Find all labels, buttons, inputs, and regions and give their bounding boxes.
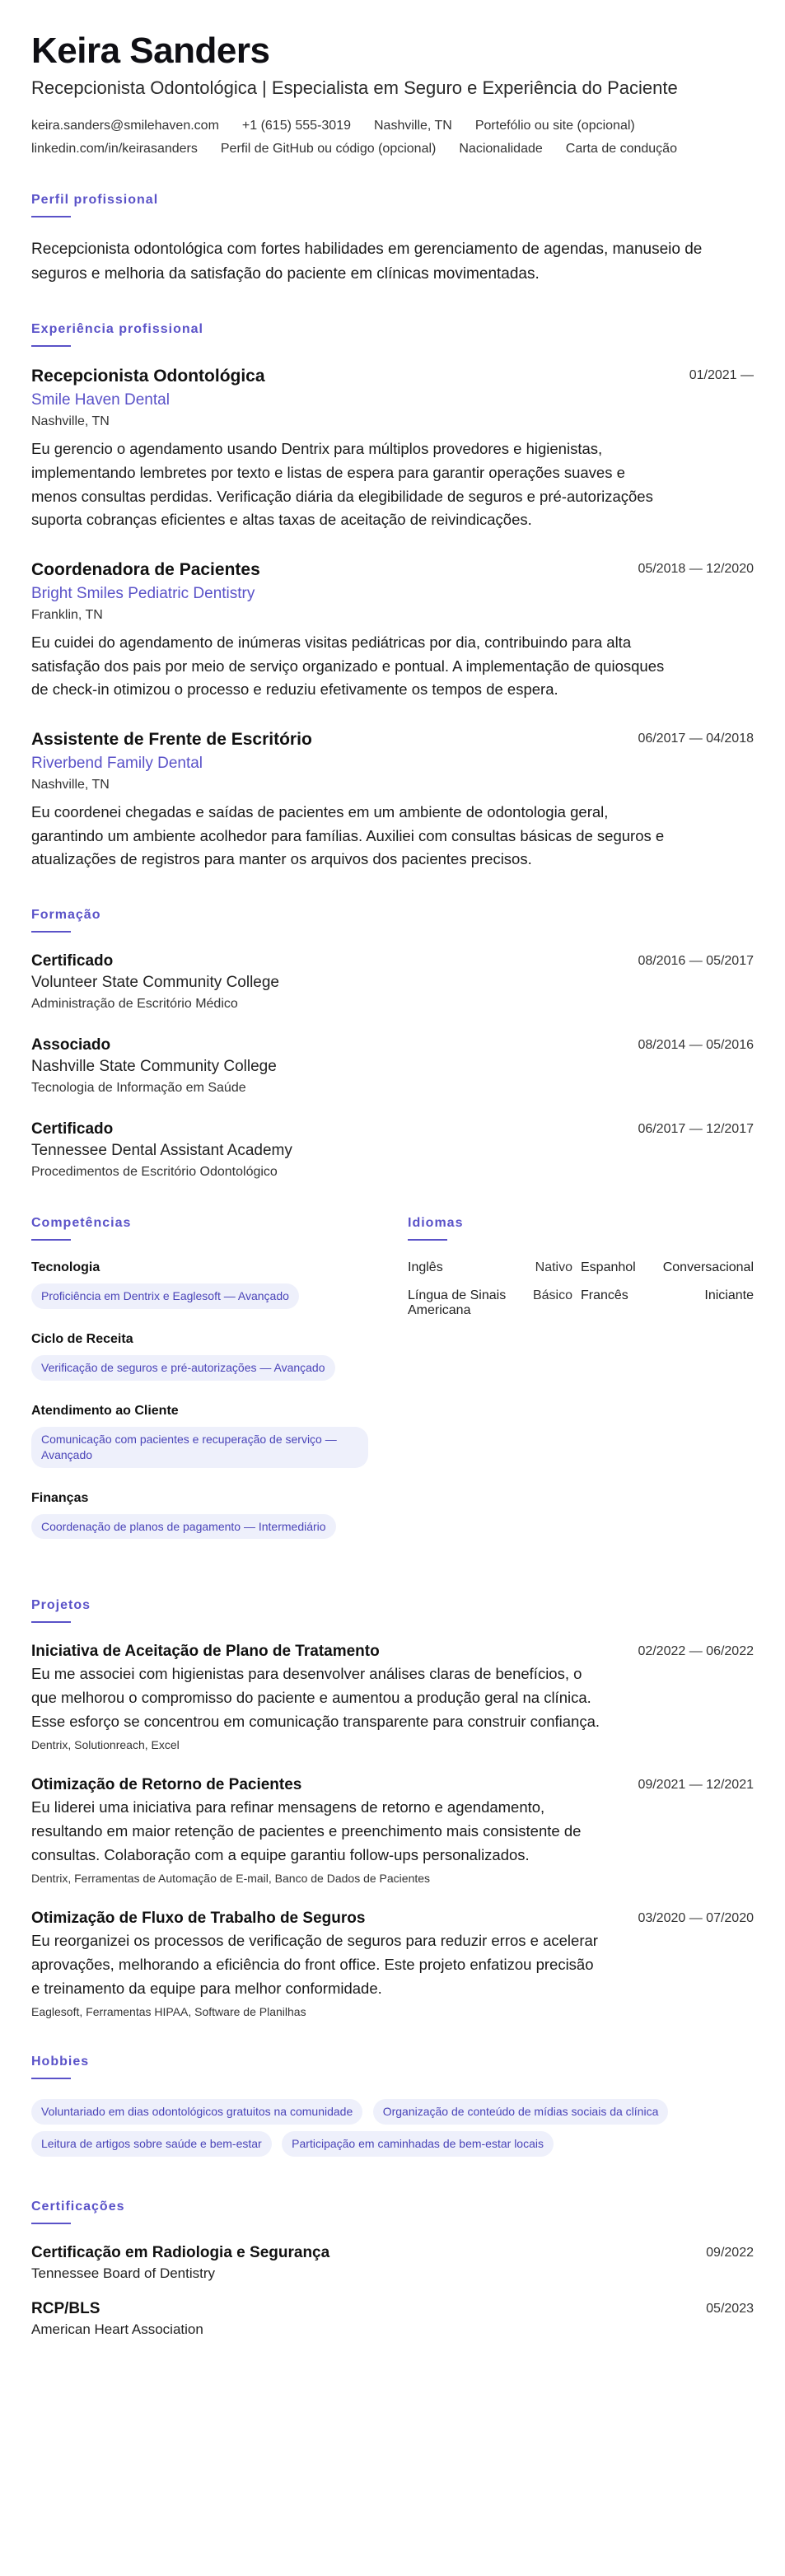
- education-item: [31, 1036, 754, 1096]
- language-level: Conversacional: [662, 1260, 754, 1274]
- contact-driving-license: Carta de condução: [565, 142, 677, 157]
- section-divider: [408, 1239, 447, 1241]
- experience-role: Assistente de Frente de Escritório: [31, 729, 312, 749]
- certification-name: Certificação em Radiologia e Segurança: [31, 2244, 330, 2262]
- hobby-chip: Participação em caminhadas de bem-estar locais: [282, 2131, 554, 2157]
- education-item: [31, 952, 754, 1012]
- candidate-headline: Recepcionista Odontológica | Especialista em Seguro e Experiência do Paciente: [31, 77, 678, 99]
- hobbies-section: [31, 2055, 754, 2163]
- experience-description: Eu cuidei do agendamento de inúmeras visitas pediátricas por dia, contribuindo para alta satisfação dos pais por meio de serviço organizado e pontual. A implementação de quiosques de check-in otimizou o processo e reduziu efetivamente os tempos de espera.: [31, 633, 665, 699]
- experience-location: Nashville, TN: [31, 777, 110, 792]
- project-name: Iniciativa de Aceitação de Plano de Tratamento: [31, 1643, 380, 1661]
- education-degree: Certificado: [31, 951, 114, 970]
- languages-section: [408, 1216, 754, 1562]
- experience-employer: Bright Smiles Pediatric Dentistry: [31, 584, 255, 602]
- education-item: [31, 1120, 754, 1180]
- project-description: Eu reorganizei os processos de verificação de seguros para reduzir erros e acelerar aprovações, melhorando a eficiência do front office. Este projeto enfatizou precisão e treinamento da equipe para melhor conformidade.: [31, 1932, 598, 1997]
- skills-languages-row: [31, 1216, 754, 1562]
- section-title: Formação: [31, 907, 101, 922]
- resume-header: [31, 31, 754, 157]
- certification-date: 09/2022: [706, 2246, 754, 2260]
- certifications-section: [31, 2200, 754, 2338]
- experience-dates: 06/2017 — 04/2018: [638, 731, 754, 746]
- contact-location: Nashville, TN: [374, 119, 452, 133]
- skill-group: [31, 1332, 375, 1387]
- education-field: Procedimentos de Escritório Odontológico: [31, 1164, 278, 1179]
- certification-item: [31, 2244, 754, 2282]
- section-divider: [31, 1621, 71, 1623]
- project-dates: 09/2021 — 12/2021: [638, 1778, 754, 1793]
- project-dates: 02/2022 — 06/2022: [638, 1644, 754, 1659]
- experience-item: [31, 560, 754, 702]
- skill-chip: Comunicação com pacientes e recuperação de serviço — Avançado: [31, 1427, 368, 1468]
- section-title: Certificações: [31, 2200, 125, 2214]
- project-tools: Eaglesoft, Ferramentas HIPAA, Software de Planilhas: [31, 2005, 306, 2019]
- hobby-list: [31, 2099, 754, 2163]
- hobby-chip: Voluntariado em dias odontológicos gratuitos na comunidade: [31, 2099, 362, 2125]
- certification-name: RCP/BLS: [31, 2300, 100, 2318]
- language-name: Francês: [581, 1288, 628, 1302]
- education-degree: Certificado: [31, 1120, 114, 1138]
- contact-list: [31, 119, 754, 157]
- section-title: Competências: [31, 1215, 132, 1230]
- section-title: Experiência profissional: [31, 322, 203, 337]
- experience-role: Coordenadora de Pacientes: [31, 559, 260, 579]
- summary-text: Recepcionista odontológica com fortes habilidades em gerenciamento de agendas, manuseio de seguros e melhoria da satisfação do paciente em clínicas movimentadas.: [31, 241, 703, 283]
- skill-group-name: Tecnologia: [31, 1260, 100, 1274]
- skill-chip: Verificação de seguros e pré-autorizações — Avançado: [31, 1355, 335, 1381]
- section-divider: [31, 1239, 71, 1241]
- experience-employer: Riverbend Family Dental: [31, 754, 203, 772]
- language-name: Inglês: [408, 1260, 443, 1274]
- section-title: Idiomas: [408, 1215, 464, 1230]
- section-divider: [31, 345, 71, 347]
- education-dates: 08/2016 — 05/2017: [638, 953, 754, 968]
- skill-group: [31, 1404, 375, 1475]
- skill-group: [31, 1260, 375, 1316]
- experience-description: Eu gerencio o agendamento usando Dentrix para múltiplos provedores e higienistas, implementando lembretes por texto e listas de espera para garantir operações suaves e menos consultas perdidas. Verificação diária da elegibilidade de seguros e pré-autorizações suporta cobranças eficientes e altas taxas de aceitação de reivindicações.: [31, 440, 653, 529]
- education-field: Administração de Escritório Médico: [31, 996, 238, 1011]
- certification-item: [31, 2300, 754, 2338]
- contact-phone[interactable]: +1 (615) 555-3019: [241, 119, 351, 133]
- skill-chip: Coordenação de planos de pagamento — Intermediário: [31, 1514, 336, 1540]
- experience-item: [31, 367, 754, 532]
- experience-dates: 01/2021 —: [689, 368, 754, 383]
- contact-email[interactable]: keira.sanders@smilehaven.com: [31, 119, 219, 133]
- experience-location: Nashville, TN: [31, 414, 110, 429]
- project-item: [31, 1776, 754, 1885]
- language-level: Iniciante: [704, 1288, 754, 1302]
- certification-issuer: Tennessee Board of Dentistry: [31, 2265, 216, 2282]
- education-field: Tecnologia de Informação em Saúde: [31, 1080, 246, 1095]
- section-title: Projetos: [31, 1598, 91, 1613]
- project-description: Eu liderei uma iniciativa para refinar mensagens de retorno e agendamento, resultando em maior retenção de pacientes e preenchimento mais consistente de consultas. Colaboração com a equipe garantiu follow-ups personalizados.: [31, 1798, 582, 1863]
- project-description: Eu me associei com higienistas para desenvolver análises claras de benefícios, o que melhorou o compromisso do paciente e aumentou a produção geral na clínica. Esse esforço se concentrou em comunicação transparente para construir confiança.: [31, 1665, 600, 1730]
- certification-issuer: American Heart Association: [31, 2321, 203, 2338]
- hobby-chip: Organização de conteúdo de mídias sociais da clínica: [373, 2099, 669, 2125]
- language-level: Nativo: [535, 1260, 572, 1274]
- experience-item: [31, 730, 754, 872]
- contact-github[interactable]: Perfil de GitHub ou código (opcional): [220, 142, 437, 157]
- contact-linkedin[interactable]: linkedin.com/in/keirasanders: [31, 142, 198, 157]
- section-divider: [31, 2078, 71, 2079]
- education-school: Tennessee Dental Assistant Academy: [31, 1141, 292, 1159]
- language-level: Básico: [532, 1288, 572, 1302]
- section-divider: [31, 216, 71, 217]
- project-tools: Dentrix, Solutionreach, Excel: [31, 1738, 180, 1752]
- summary-section: [31, 193, 754, 286]
- candidate-name: Keira Sanders: [31, 30, 270, 71]
- education-dates: 06/2017 — 12/2017: [638, 1121, 754, 1136]
- certification-date: 05/2023: [706, 2302, 754, 2317]
- hobby-chip: Leitura de artigos sobre saúde e bem-estar: [31, 2131, 272, 2157]
- skill-group-name: Ciclo de Receita: [31, 1331, 133, 1346]
- contact-portfolio[interactable]: Portefólio ou site (opcional): [474, 119, 635, 133]
- skill-group-name: Atendimento ao Cliente: [31, 1403, 179, 1418]
- experience-location: Franklin, TN: [31, 607, 103, 622]
- section-divider: [31, 931, 71, 933]
- education-degree: Associado: [31, 1036, 111, 1054]
- languages-list: [408, 1260, 754, 1318]
- experience-dates: 05/2018 — 12/2020: [638, 561, 754, 576]
- project-name: Otimização de Fluxo de Trabalho de Seguros: [31, 1910, 366, 1928]
- project-item: [31, 1910, 754, 2018]
- experience-section: [31, 322, 754, 872]
- section-divider: [31, 2223, 71, 2224]
- experience-role: Recepcionista Odontológica: [31, 367, 265, 386]
- skills-section: [31, 1216, 375, 1562]
- education-section: [31, 908, 754, 1180]
- experience-employer: Smile Haven Dental: [31, 391, 170, 409]
- education-dates: 08/2014 — 05/2016: [638, 1037, 754, 1052]
- experience-description: Eu coordenei chegadas e saídas de pacientes em um ambiente de odontologia geral, garantindo um ambiente acolhedor para famílias. Auxiliei com consultas básicas de seguros e atualizações de registros para manter os arquivos dos pacientes precisos.: [31, 802, 665, 868]
- section-title: Perfil profissional: [31, 193, 159, 208]
- skill-group: [31, 1491, 375, 1546]
- skill-chip: Proficiência em Dentrix e Eaglesoft — Avançado: [31, 1283, 299, 1309]
- education-school: Volunteer State Community College: [31, 973, 279, 991]
- project-item: [31, 1643, 754, 1751]
- skill-group-name: Finanças: [31, 1490, 89, 1505]
- project-dates: 03/2020 — 07/2020: [638, 1911, 754, 1926]
- education-school: Nashville State Community College: [31, 1057, 277, 1075]
- language-name: Espanhol: [581, 1260, 636, 1274]
- projects-section: [31, 1598, 754, 2018]
- project-tools: Dentrix, Ferramentas de Automação de E-mail, Banco de Dados de Pacientes: [31, 1872, 431, 1886]
- project-name: Otimização de Retorno de Pacientes: [31, 1776, 302, 1794]
- section-title: Hobbies: [31, 2055, 90, 2069]
- contact-nationality: Nacionalidade: [459, 142, 543, 157]
- language-name: Língua de Sinais Americana: [408, 1288, 507, 1317]
